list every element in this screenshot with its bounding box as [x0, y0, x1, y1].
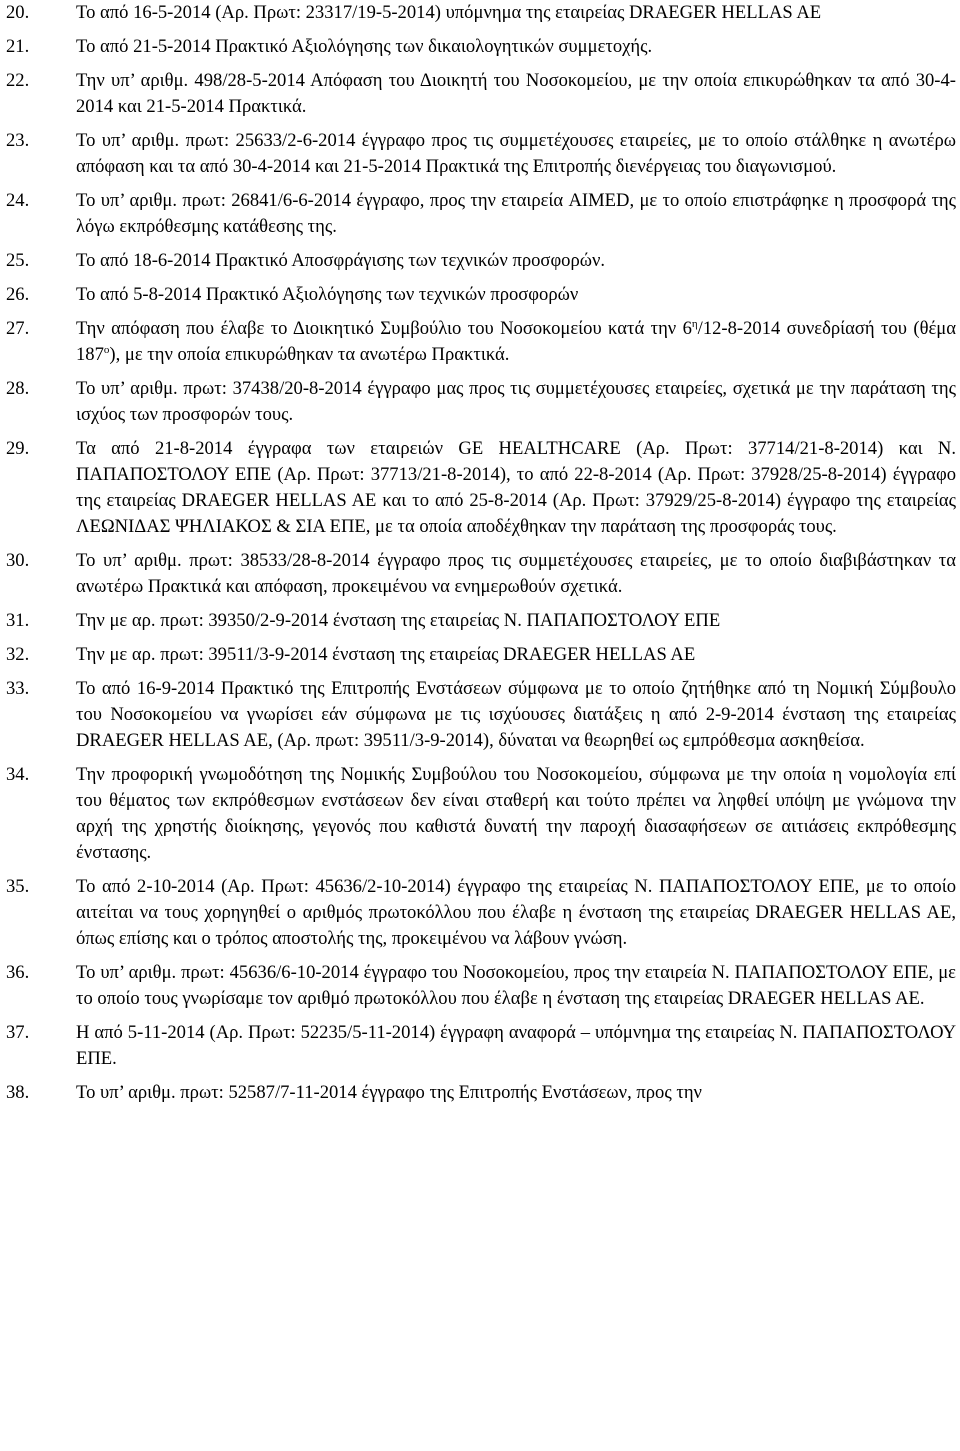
item-number: 28. [6, 378, 30, 399]
list-item-30 [6, 548, 956, 600]
item-text: Το από 2-10-2014 (Αρ. Πρωτ: 45636/2-10-2014) έγγραφο της εταιρείας Ν. ΠΑΠΑΠΟΣΤΟΛΟΥ ΕΠΕ, με το οποίο αιτείται να τους χορηγηθεί ο αριθμός πρωτοκόλλου που έλαβε η ένσταση της εταιρείας DRAEGER HELLAS AE, όπως επίσης και ο τρόπος αποστολής της, προκειμένου να λάβουν γνώση. [76, 876, 956, 949]
list-item-34 [6, 762, 956, 866]
item-number: 34. [6, 764, 30, 785]
list-item-36 [6, 960, 956, 1012]
list-item-37 [6, 1020, 956, 1072]
list-item-25 [6, 248, 956, 274]
item-text-part: ), με την οποία επικυρώθηκαν τα ανωτέρω Πρακτικά. [109, 344, 510, 365]
list-item-29 [6, 436, 956, 540]
list-item-21 [6, 34, 956, 60]
item-text: Το υπ’ αριθμ. πρωτ: 52587/7-11-2014 έγγραφο της Επιτροπής Ενστάσεων, προς την [76, 1082, 702, 1103]
list-item-38 [6, 1080, 956, 1106]
item-text: Το από 16-5-2014 (Αρ. Πρωτ: 23317/19-5-2014) υπόμνημα της εταιρείας DRAEGER HELLAS AE [76, 2, 822, 23]
item-text: Η από 5-11-2014 (Αρ. Πρωτ: 52235/5-11-2014) έγγραφη αναφορά – υπόμνημα της εταιρείας Ν. ΠΑΠΑΠΟΣΤΟΛΟΥ ΕΠΕ. [76, 1022, 956, 1069]
list-item-24 [6, 188, 956, 240]
item-number: 21. [6, 36, 30, 57]
item-number: 25. [6, 250, 30, 271]
item-text: Την προφορική γνωμοδότηση της Νομικής Συμβούλου του Νοσοκομείου, σύμφωνα με την οποία η νομολογία επί του θέματος των εκπρόθεσμων ενστάσεων δεν είναι σταθερή και τούτο πρέπει να ληφθεί υπόψη με γνώμονα την αρχή της χρηστής διοίκησης, γεγονός που καθιστά δυνατή την παροχή διασαφήσεων σε αιτιάσεις εκπρόθεσμης ένστασης. [76, 764, 956, 863]
superscript: ο [103, 343, 110, 356]
item-number: 36. [6, 962, 30, 983]
item-number: 23. [6, 130, 30, 151]
list-item-31 [6, 608, 956, 634]
item-text: Το από 5-8-2014 Πρακτικό Αξιολόγησης των τεχνικών προσφορών [76, 284, 579, 305]
item-text: Το υπ’ αριθμ. πρωτ: 45636/6-10-2014 έγγραφο του Νοσοκομείου, προς την εταιρεία Ν. ΠΑΠΑΠΟΣΤΟΛΟΥ ΕΠΕ, με το οποίο τους γνωρίσαμε τον αριθμό πρωτοκόλλου που έλαβε η ένσταση της εταιρείας DRAEGER HELLAS AE. [76, 962, 956, 1009]
item-number: 32. [6, 644, 30, 665]
item-number: 20. [6, 2, 30, 23]
item-number: 27. [6, 318, 30, 339]
item-text: Την με αρ. πρωτ: 39511/3-9-2014 ένσταση της εταιρείας DRAEGER HELLAS AE [76, 644, 696, 665]
list-item-22 [6, 68, 956, 120]
list-item-28 [6, 376, 956, 428]
item-text: Το από 18-6-2014 Πρακτικό Αποσφράγισης των τεχνικών προσφορών. [76, 250, 606, 271]
item-text: Το από 21-5-2014 Πρακτικό Αξιολόγησης των δικαιολογητικών συμμετοχής. [76, 36, 653, 57]
item-text: Το υπ’ αριθμ. πρωτ: 37438/20-8-2014 έγγραφο μας προς τις συμμετέχουσες εταιρείες, σχετικά με την παράταση της ισχύος των προσφορών τους. [76, 378, 956, 425]
item-text: Την υπ’ αριθμ. 498/28-5-2014 Απόφαση του Διοικητή του Νοσοκομείου, με την οποία επικυρώθηκαν τα από 30-4-2014 και 21-5-2014 Πρακτικά. [76, 70, 956, 117]
list-item-32 [6, 642, 956, 668]
list-item-35 [6, 874, 956, 952]
item-text: Το υπ’ αριθμ. πρωτ: 26841/6-6-2014 έγγραφο, προς την εταιρεία AIMED, με το οποίο επιστράφηκε η προσφορά της λόγω εκπρόθεσμης κατάθεσης της. [76, 190, 956, 237]
item-number: 33. [6, 678, 30, 699]
list-item-20 [6, 0, 956, 26]
item-number: 38. [6, 1082, 30, 1103]
item-text: Τα από 21-8-2014 έγγραφα των εταιρειών GE HEALTHCARE (Αρ. Πρωτ: 37714/21-8-2014) και Ν. ΠΑΠΑΠΟΣΤΟΛΟΥ ΕΠΕ (Αρ. Πρωτ: 37713/21-8-2014), το από 22-8-2014 (Αρ. Πρωτ: 37928/25-8-2014) έγγραφο της εταιρείας DRAEGER HELLAS AE και το από 25-8-2014 (Αρ. Πρωτ: 37929/25-8-2014) έγγραφο της εταιρείας ΛΕΩΝΙΔΑΣ ΨΗΛΙΑΚΟΣ & ΣΙΑ ΕΠΕ, με τα οποία αποδέχθηκαν την παράταση της προσφοράς τους. [76, 438, 956, 537]
item-number: 37. [6, 1022, 30, 1043]
item-text: Το υπ’ αριθμ. πρωτ: 25633/2-6-2014 έγγραφο προς τις συμμετέχουσες εταιρείες, με το οποίο στάλθηκε η ανωτέρω απόφαση και τα από 30-4-2014 και 21-5-2014 Πρακτικά της Επιτροπής διενέργειας του διαγωνισμού. [76, 130, 956, 177]
list-item-33 [6, 676, 956, 754]
item-number: 22. [6, 70, 30, 91]
item-text-part: /12-8-2014 συνεδρίασή του (θέμα 187 [76, 318, 957, 365]
item-text: Το υπ’ αριθμ. πρωτ: 38533/28-8-2014 έγγραφο προς τις συμμετέχουσες εταιρείες, με το οποίο διαβιβάστηκαν τα ανωτέρω Πρακτικά και απόφαση, προκειμένου να ενημερωθούν σχετικά. [76, 550, 956, 597]
item-text: Την με αρ. πρωτ: 39350/2-9-2014 ένσταση της εταιρείας Ν. ΠΑΠΑΠΟΣΤΟΛΟΥ ΕΠΕ [76, 610, 721, 631]
item-number: 24. [6, 190, 30, 211]
item-text-part: Την απόφαση που έλαβε το Διοικητικό Συμβούλιο του Νοσοκομείου κατά την 6 [76, 318, 692, 339]
item-number: 26. [6, 284, 30, 305]
item-text [76, 316, 956, 368]
list-item-27 [6, 316, 956, 368]
item-number: 31. [6, 610, 30, 631]
list-item-26 [6, 282, 956, 308]
document-page [6, 0, 956, 1114]
item-number: 29. [6, 438, 30, 459]
list-item-23 [6, 128, 956, 180]
superscript: η [691, 317, 698, 330]
item-number: 30. [6, 550, 30, 571]
item-text: Το από 16-9-2014 Πρακτικό της Επιτροπής Ενστάσεων σύμφωνα με το οποίο ζητήθηκε από τη Νομική Σύμβουλο του Νοσοκομείου να γνωρίσει εάν σύμφωνα με τις ισχύουσες διατάξεις η από 2-9-2014 ένσταση της εταιρείας DRAEGER HELLAS AE, (Αρ. πρωτ: 39511/3-9-2014), δύναται να θεωρηθεί ως εμπρόθεσμα ασκηθείσα. [76, 678, 956, 751]
item-number: 35. [6, 876, 30, 897]
